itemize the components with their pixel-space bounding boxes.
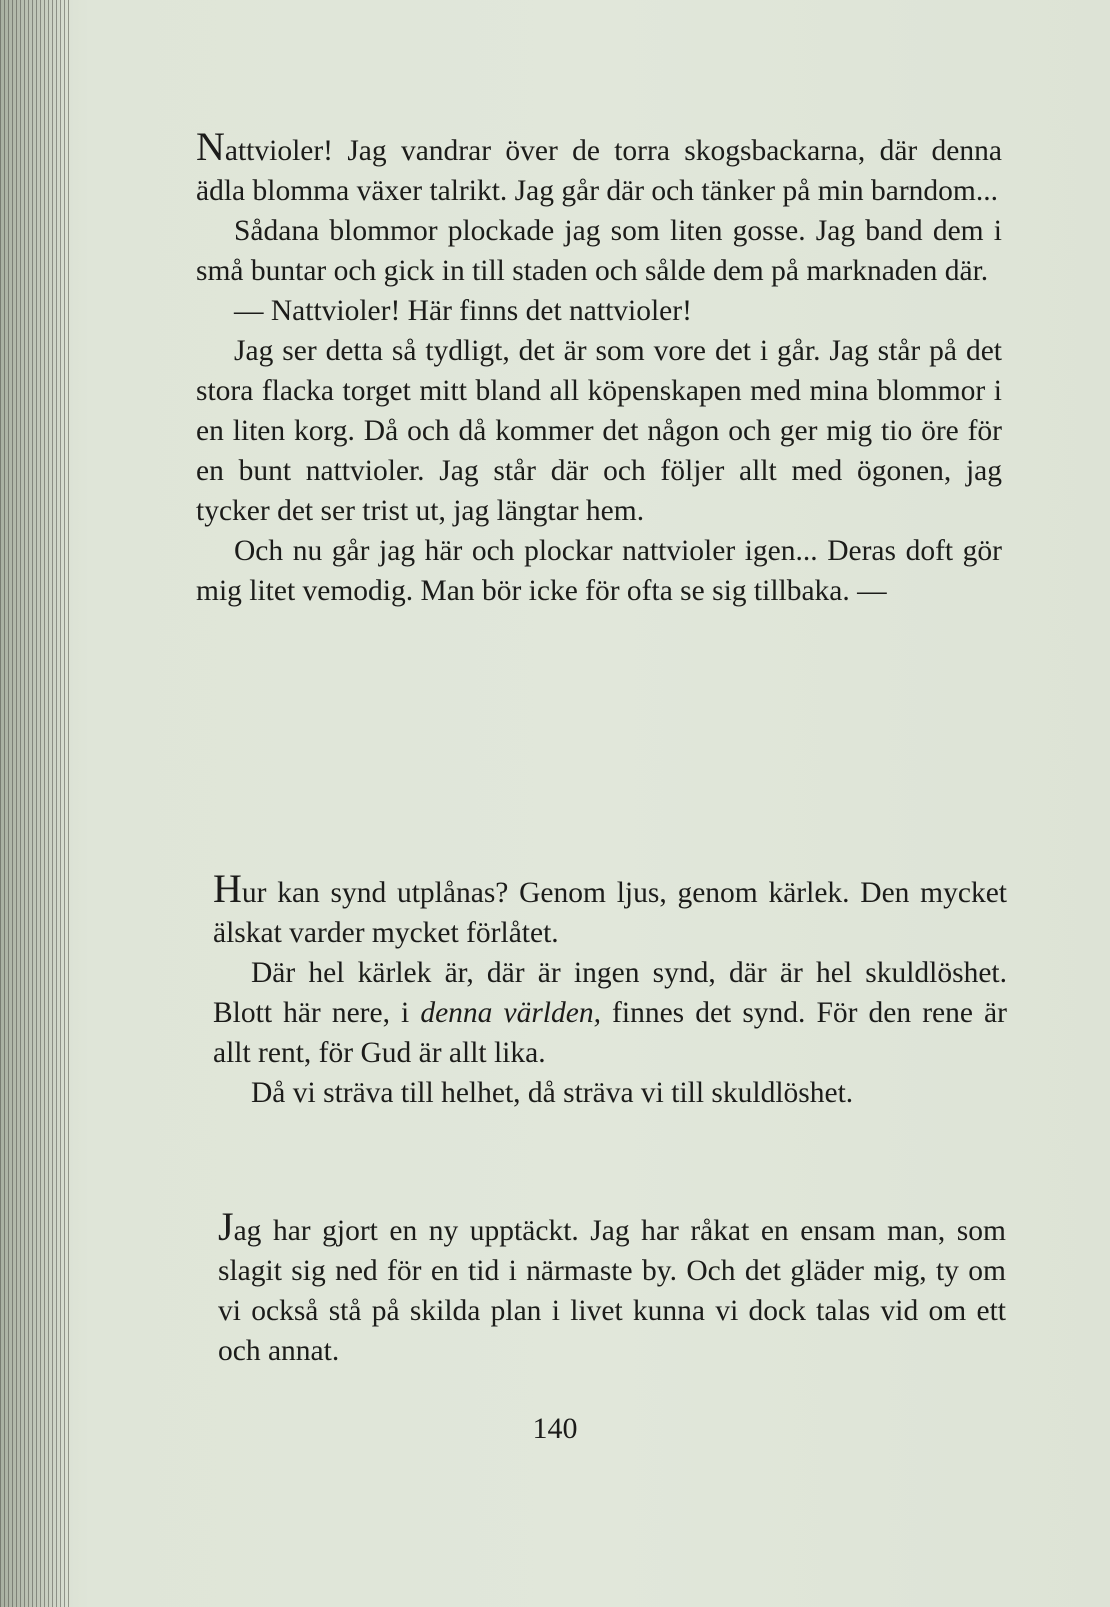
page-gutter — [0, 0, 70, 1607]
paragraph-text: ur kan synd utplånas? Genom ljus, genom kärlek. Den mycket älskat varder mycket förlåtet. — [213, 877, 1007, 949]
paragraph-text: finnes det synd. För den rene är allt rent, för Gud är allt lika. — [213, 997, 1007, 1069]
paragraph — [213, 866, 1007, 953]
section-synd — [213, 866, 1007, 1113]
paragraph: Och nu går jag här och plockar nattvioler igen... Deras doft gör mig litet vemodig. Man bör icke för ofta se sig tillbaka. — — [196, 535, 1002, 607]
paragraph-text: ag har gjort en ny upptäckt. Jag har råkat en ensam man, som slagit sig ned för en tid i närmaste by. Och det gläder mig, ty om vi också stå på skilda plan i livet kunna vi dock talas vid om ett och annat. — [218, 1215, 1006, 1367]
paragraph — [218, 1204, 1006, 1371]
paragraph — [213, 953, 1007, 1073]
paragraph: Sådana blommor plockade jag som liten gosse. Jag band dem i små buntar och gick in till staden och sålde dem på marknaden där. — [196, 215, 1002, 287]
paragraph — [196, 124, 1002, 211]
page-number: 140 — [532, 1412, 578, 1445]
paragraph-text: Där hel kärlek är, där är ingen synd, där är hel skuldlöshet. Blott här nere, i — [213, 957, 1007, 1029]
paragraph-text: attvioler! Jag vandrar över de torra skogsbackarna, där denna ädla blomma växer talrikt. Jag går där och tänker på min barndom... — [196, 135, 1002, 207]
section-upptackt — [218, 1204, 1006, 1371]
paragraph: Jag ser detta så tydligt, det är som vore det i går. Jag står på det stora flacka torget mitt bland all köpenskapen med mina blommor i en liten korg. Då och då kommer det någon och ger mig tio öre för en bunt nattvioler. Jag står där och följer allt med ögonen, jag tycker det ser trist ut, jag längtar hem. — [196, 335, 1002, 527]
dialogue-line: — Nattvioler! Här finns det nattvioler! — [234, 295, 692, 327]
italic-phrase: denna världen, — [420, 997, 601, 1029]
paragraph: Då vi sträva till helhet, då sträva vi till skuldlöshet. — [251, 1077, 854, 1109]
initial-letter: N — [196, 124, 225, 169]
initial-letter: H — [213, 866, 242, 911]
initial-letter: J — [218, 1204, 234, 1249]
section-nattvioler — [196, 124, 1002, 611]
